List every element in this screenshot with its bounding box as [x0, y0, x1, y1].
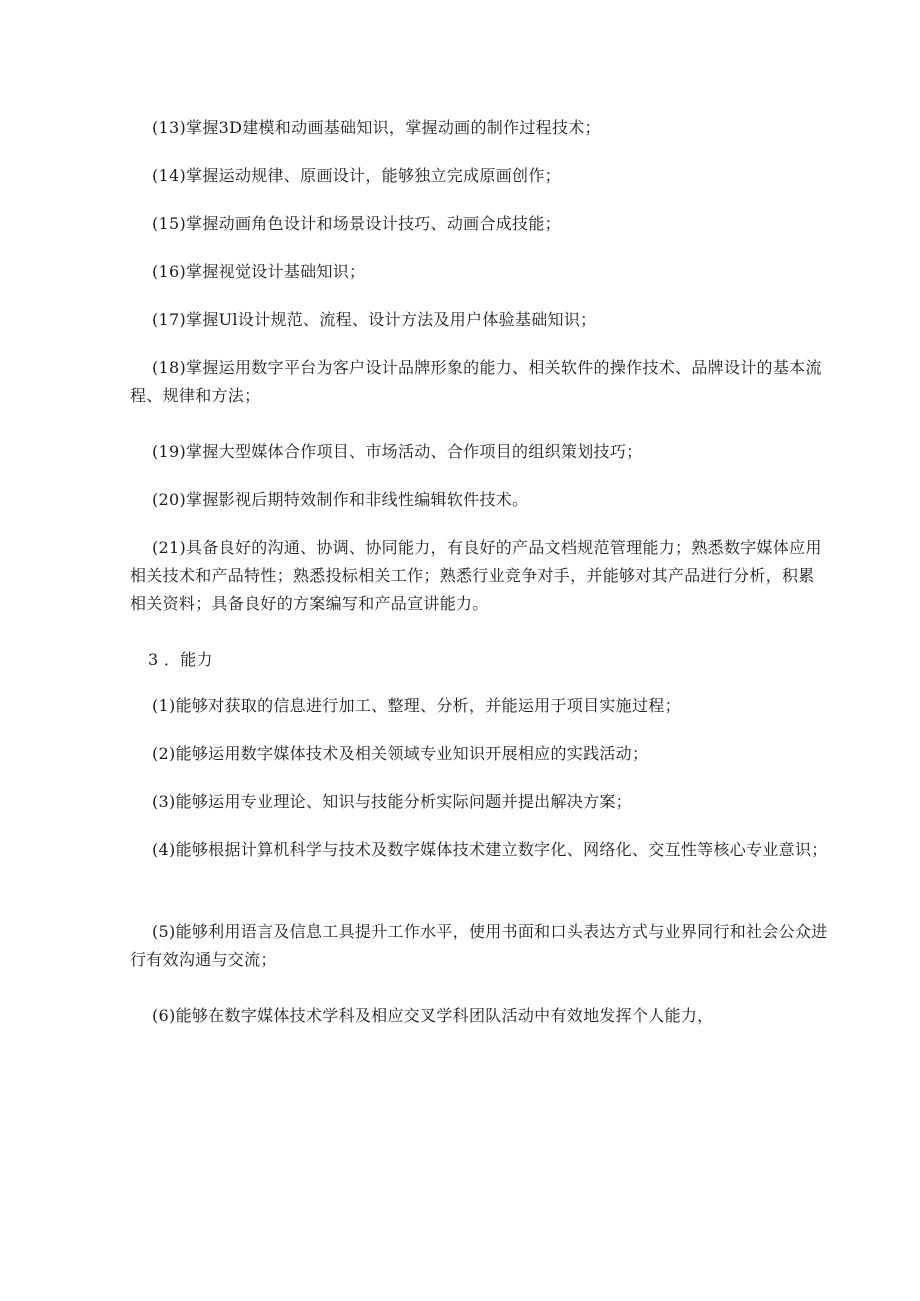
- paragraph-item-18: (18)掌握运用数字平台为客户设计品牌形象的能力、相关软件的操作技术、品牌设计的基本流程、规律和方法；: [130, 358, 822, 405]
- ability-item-6: (6)能够在数字媒体技术学科及相应交叉学科团队活动中有效地发挥个人能力，: [152, 1006, 714, 1025]
- ability-item-2: (2)能够运用数字媒体技术及相关领域专业知识开展相应的实践活动；: [152, 744, 649, 763]
- ability-item-4: (4)能够根据计算机科学与技术及数字媒体技术建立数字化、网络化、交互性等核心专业意识；: [152, 840, 828, 859]
- paragraph-item-13: (13)掌握3D建模和动画基础知识，掌握动画的制作过程技术；: [152, 118, 601, 137]
- paragraph-item-21: (21)具备良好的沟通、协调、协同能力，有良好的产品文档规范管理能力；熟悉数字媒体应用相关技术和产品特性；熟悉投标相关工作；熟悉行业竞争对手，并能够对其产品进行分析，积累相关资料；具备良好的方案编写和产品宣讲能力。: [130, 538, 822, 613]
- paragraph-item-19: (19)掌握大型媒体合作项目、市场活动、合作项目的组织策划技巧；: [152, 442, 643, 461]
- ability-item-1: (1)能够对获取的信息进行加工、整理、分析，并能运用于项目实施过程；: [152, 696, 681, 715]
- ability-item-5: (5)能够利用语言及信息工具提升工作水平，使用书面和口头表达方式与业界同行和社会公众进行有效沟通与交流；: [130, 922, 828, 969]
- paragraph-item-16: (16)掌握视觉设计基础知识；: [152, 262, 366, 281]
- section-heading-ability: 3 ．能力: [148, 650, 213, 669]
- paragraph-item-14: (14)掌握运动规律、原画设计，能够独立完成原画创作；: [152, 166, 561, 185]
- paragraph-item-17: (17)掌握Ul设计规范、流程、设计方法及用户体验基础知识；: [152, 310, 597, 329]
- paragraph-item-15: (15)掌握动画角色设计和场景设计技巧、动画合成技能；: [152, 214, 561, 233]
- ability-item-3: (3)能够运用专业理论、知识与技能分析实际问题并提出解决方案；: [152, 792, 632, 811]
- paragraph-item-20: (20)掌握影视后期特效制作和非线性编辑软件技术。: [152, 490, 529, 509]
